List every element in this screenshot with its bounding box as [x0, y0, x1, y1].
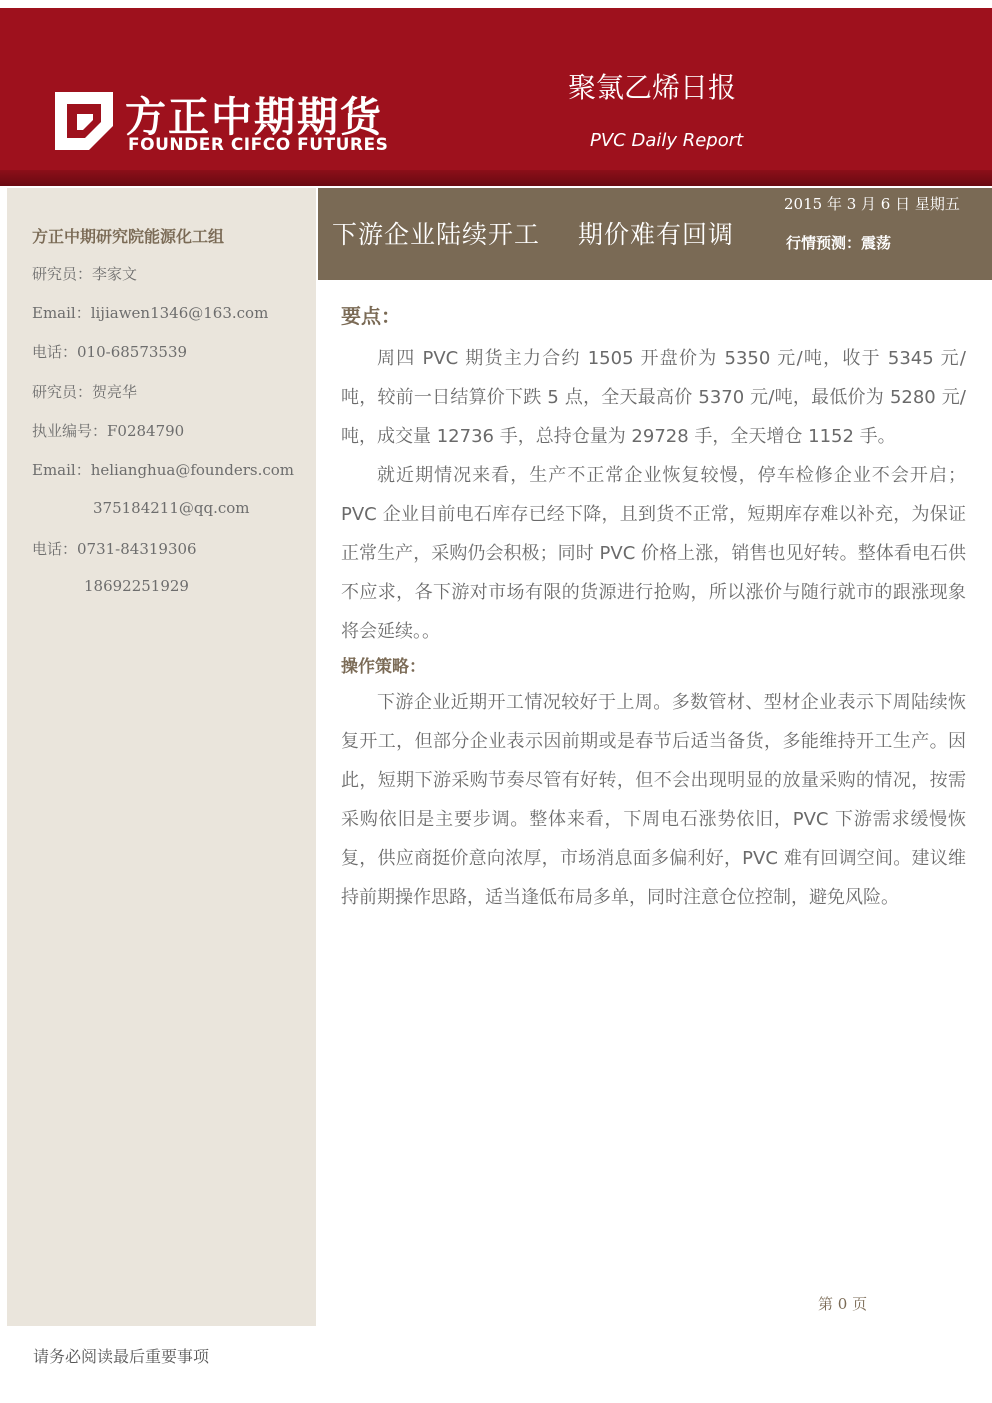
market-forecast: 行情预测：震荡	[786, 234, 892, 252]
logo-chinese-name: 方正中期期货	[125, 93, 383, 141]
report-title-english: PVC Daily Report	[590, 130, 744, 151]
contact-sidebar	[7, 188, 316, 1326]
report-header	[0, 8, 992, 185]
analyst-2-license: 执业编号：F0284790	[32, 422, 185, 440]
logo-english-name: FOUNDER CIFCO FUTURES	[128, 135, 389, 155]
disclaimer-note: 请务必阅读最后重要事项	[33, 1347, 210, 1366]
analyst-1-name: 研究员：李家文	[32, 265, 138, 283]
founder-logo-icon	[55, 92, 113, 150]
headline-part-1: 下游企业陆续开工	[332, 220, 541, 249]
strategy-title: 操作策略：	[341, 657, 426, 677]
paragraph-strategy: 下游企业近期开工情况较好于上周。多数管材、型材企业表示下周陆续恢复开工，但部分企业表示因前期或是春节后适当备货，多能维持开工生产。因此，短期下游采购节奏尽管有好转，但不会出现明显的放量采购的情况，按需采购依旧是主要步调。整体来看，下周电石涨势依旧，PVC 下游需求缓慢恢复，供应商挺价意向浓厚，市场消息面多偏利好，PVC 难有回调空间。建议维持前期操作思路，适当逢低布局多单，同时注意仓位控制，避免风险。	[341, 692, 966, 908]
report-body	[341, 300, 966, 917]
analyst-2-email-alt[interactable]: 375184211@qq.com	[93, 499, 250, 517]
analyst-1-phone: 电话：010-68573539	[32, 343, 188, 361]
key-points-title: 要点：	[341, 304, 401, 328]
analyst-2-mobile: 18692251929	[84, 577, 189, 595]
analyst-2-name: 研究员：贺亮华	[32, 383, 138, 401]
report-title-chinese: 聚氯乙烯日报	[568, 71, 737, 104]
research-group-name: 方正中期研究院能源化工组	[32, 227, 225, 246]
analyst-1-email[interactable]: Email：lijiawen1346@163.com	[32, 304, 269, 322]
analyst-2-email[interactable]: Email：helianghua@founders.com	[32, 461, 294, 479]
headline-part-2: 期价难有回调	[578, 220, 735, 249]
page-number: 第 0 页	[818, 1295, 868, 1313]
headline-bar	[318, 188, 992, 280]
headline	[332, 215, 734, 251]
header-divider	[0, 170, 992, 186]
company-logo	[55, 90, 389, 160]
report-date: 2015 年 3 月 6 日 星期五	[784, 195, 960, 213]
analyst-2-phone: 电话：0731-84319306	[32, 540, 197, 558]
paragraph-market-summary: 周四 PVC 期货主力合约 1505 开盘价为 5350 元/吨，收于 5345 元/吨，较前一日结算价下跌 5 点，全天最高价 5370 元/吨，最低价为 5280 元/吨，成交量 12736 手，总持仓量为 29728 手，全天增仓 1152 手。	[341, 348, 967, 447]
paragraph-supply-analysis: 就近期情况来看，生产不正常企业恢复较慢，停车检修企业不会开启； PVC 企业目前电石库存已经下降，且到货不正常，短期库存难以补充，为保证正常生产，采购仍会积极；同时 PVC 价格上涨，销售也见好转。整体看电石供不应求，各下游对市场有限的货源进行抢购，所以涨价与随行就市的跟涨现象将会延续。。	[341, 465, 966, 642]
